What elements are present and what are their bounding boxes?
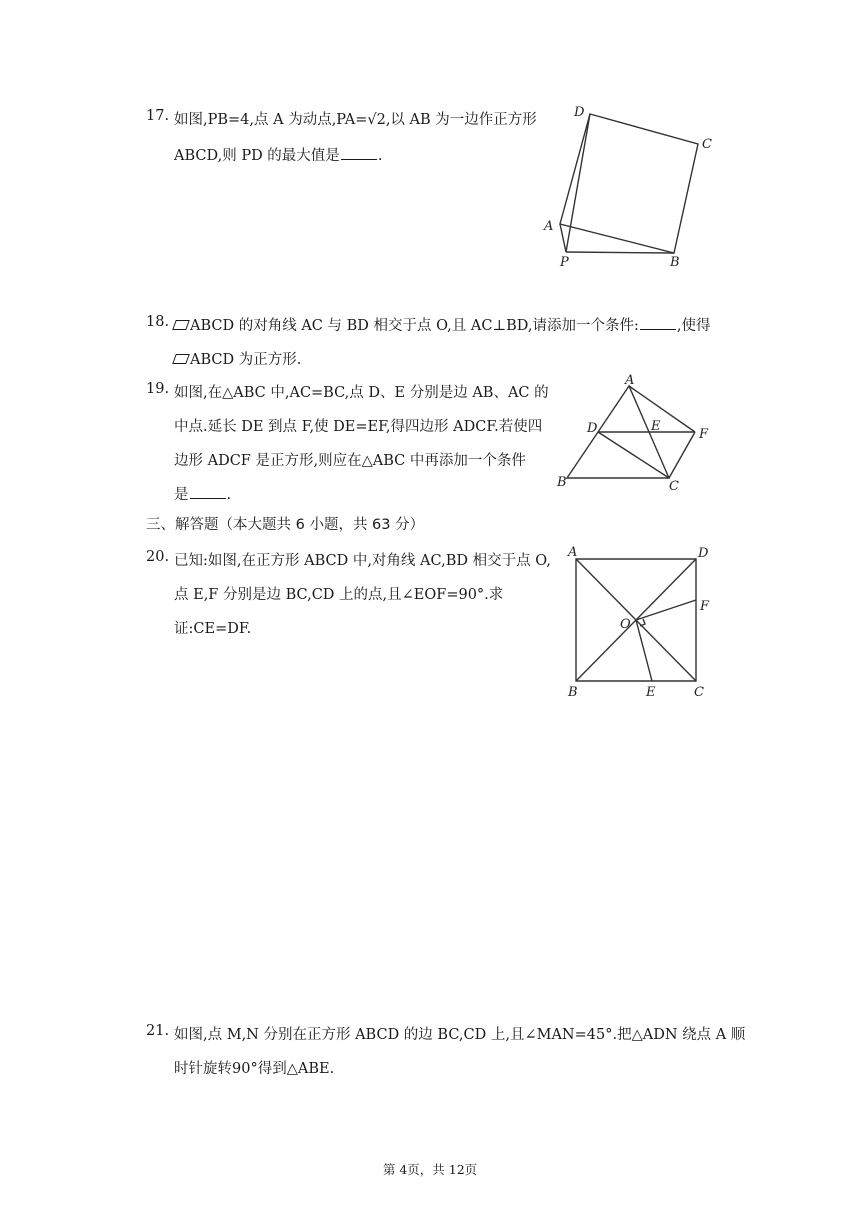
figure-17-square-diagram [540, 100, 720, 272]
question-text-line: 是 . [174, 487, 232, 503]
segment-pa [560, 224, 566, 252]
question-text-line: 如图,在△ABC 中,AC=BC,点 D、E 分别是边 AB、AC 的 [174, 385, 549, 401]
label-c: C [669, 479, 679, 494]
label-c: C [702, 137, 712, 152]
parallelogram-icon [172, 320, 190, 330]
question-number: 17. [146, 108, 170, 124]
page-footer: 第 4页，共 12页 [382, 1162, 478, 1177]
label-d: D [698, 546, 709, 561]
segment-cf [669, 432, 695, 478]
square-abcd [560, 114, 698, 253]
segment-oe [636, 620, 652, 681]
question-number: 21. [146, 1023, 170, 1039]
segment-pb [566, 252, 674, 253]
label-c: C [694, 685, 704, 700]
answer-blank [341, 147, 377, 160]
question-text-line: ABCD,则 PD 的最大值是 . [174, 148, 383, 164]
figure-20-square-diagram [560, 544, 720, 704]
question-text-line: 如图,PB=4,点 A 为动点,PA=√2,以 AB 为一边作正方形 [174, 112, 537, 128]
answer-blank [640, 317, 676, 330]
label-d: D [574, 105, 585, 120]
section-heading: 三、解答题（本大题共 6 小题，共 63 分） [146, 517, 425, 533]
label-a: A [625, 373, 635, 388]
label-b: B [568, 685, 578, 700]
label-p: P [560, 255, 569, 270]
question-text-line: 如图,点 M,N 分别在正方形 ABCD 的边 BC,CD 上,且∠MAN=45°.把△ADN 绕点 A 顺 [174, 1027, 746, 1043]
label-e: E [646, 685, 656, 700]
question-text-line: 中点.延长 DE 到点 F,使 DE=EF,得四边形 ADCF.若使四 [174, 419, 543, 435]
label-o: O [620, 617, 631, 632]
parallelogram-icon [172, 354, 190, 364]
label-a: A [544, 219, 554, 234]
answer-blank [190, 486, 226, 499]
right-angle-mark [640, 619, 645, 626]
label-b: B [557, 475, 567, 490]
question-text-line: ABCD 为正方形. [174, 348, 301, 369]
label-b: B [670, 255, 680, 270]
question-text-line: 时针旋转90°得到△ABE. [174, 1061, 335, 1077]
label-f: F [700, 599, 710, 614]
question-text-line: 证:CE=DF. [174, 621, 252, 637]
figure-19-triangle-diagram [555, 372, 715, 492]
question-number: 18. [146, 314, 170, 330]
question-text-line: ABCD 的对角线 AC 与 BD 相交于点 O,且 AC⊥BD,请添加一个条件: ,使得 [174, 314, 710, 335]
question-number: 20. [146, 549, 170, 565]
question-number: 19. [146, 381, 170, 397]
label-d: D [587, 421, 598, 436]
question-text-line: 已知:如图,在正方形 ABCD 中,对角线 AC,BD 相交于点 O, [174, 553, 551, 569]
label-f: F [699, 427, 709, 442]
label-e: E [651, 419, 661, 434]
label-a: A [568, 545, 578, 560]
question-text-line: 边形 ADCF 是正方形,则应在△ABC 中再添加一个条件 [174, 453, 526, 469]
question-text-line: 点 E,F 分别是边 BC,CD 上的点,且∠EOF=90°.求 [174, 587, 504, 603]
